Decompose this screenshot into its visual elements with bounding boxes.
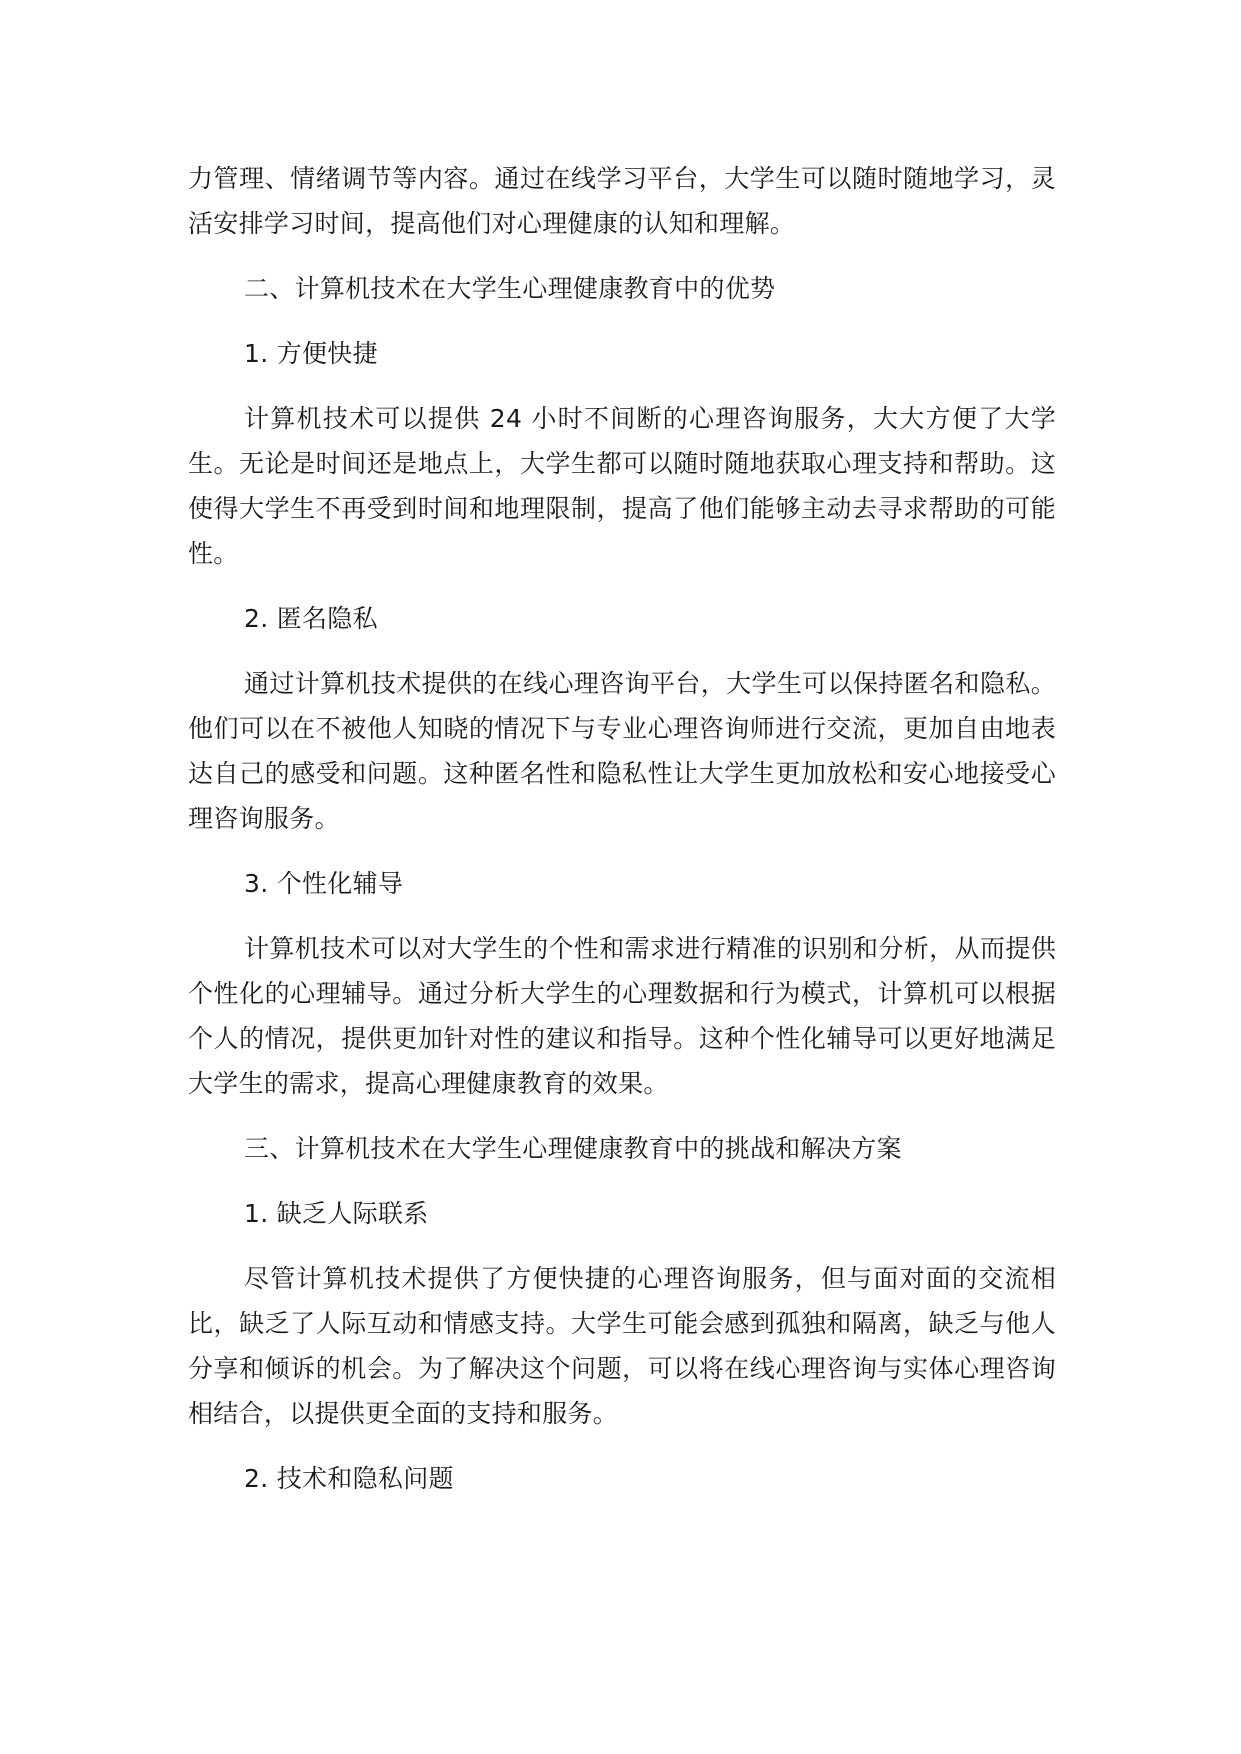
subheading-convenience: 1. 方便快捷 xyxy=(244,339,378,368)
subheading-personalized: 3. 个性化辅导 xyxy=(244,869,404,898)
paragraph-personalized: 计算机技术可以对大学生的个性和需求进行精准的识别和分析，从而提供个性化的心理辅导。通过分析大学生的心理数据和行为模式，计算机可以根据个人的情况，提供更加针对性的建议和指导。这种个性化辅导可以更好地满足大学生的需求，提高心理健康教育的效果。 xyxy=(188,934,1056,1098)
section-heading-challenges: 三、计算机技术在大学生心理健康教育中的挑战和解决方案 xyxy=(244,1134,902,1163)
section-heading-advantages: 二、计算机技术在大学生心理健康教育中的优势 xyxy=(244,274,776,303)
paragraph-convenience: 计算机技术可以提供 24 小时不间断的心理咨询服务，大大方便了大学生。无论是时间还是地点上，大学生都可以随时随地获取心理支持和帮助。这使得大学生不再受到时间和地理限制，提高了他们能够主动去寻求帮助的可能性。 xyxy=(188,404,1056,568)
paragraph-continued: 力管理、情绪调节等内容。通过在线学习平台，大学生可以随时随地学习，灵活安排学习时间，提高他们对心理健康的认知和理解。 xyxy=(188,164,1056,238)
subheading-interpersonal: 1. 缺乏人际联系 xyxy=(244,1199,429,1228)
paragraph-interpersonal: 尽管计算机技术提供了方便快捷的心理咨询服务，但与面对面的交流相比，缺乏了人际互动和情感支持。大学生可能会感到孤独和隔离，缺乏与他人分享和倾诉的机会。为了解决这个问题，可以将在线心理咨询与实体心理咨询相结合，以提供更全面的支持和服务。 xyxy=(188,1264,1056,1428)
subheading-anonymity: 2. 匿名隐私 xyxy=(244,604,378,633)
document-page xyxy=(188,156,1056,1521)
subheading-tech-privacy: 2. 技术和隐私问题 xyxy=(244,1464,454,1493)
paragraph-anonymity: 通过计算机技术提供的在线心理咨询平台，大学生可以保持匿名和隐私。他们可以在不被他人知晓的情况下与专业心理咨询师进行交流，更加自由地表达自己的感受和问题。这种匿名性和隐私性让大学生更加放松和安心地接受心理咨询服务。 xyxy=(188,669,1056,833)
